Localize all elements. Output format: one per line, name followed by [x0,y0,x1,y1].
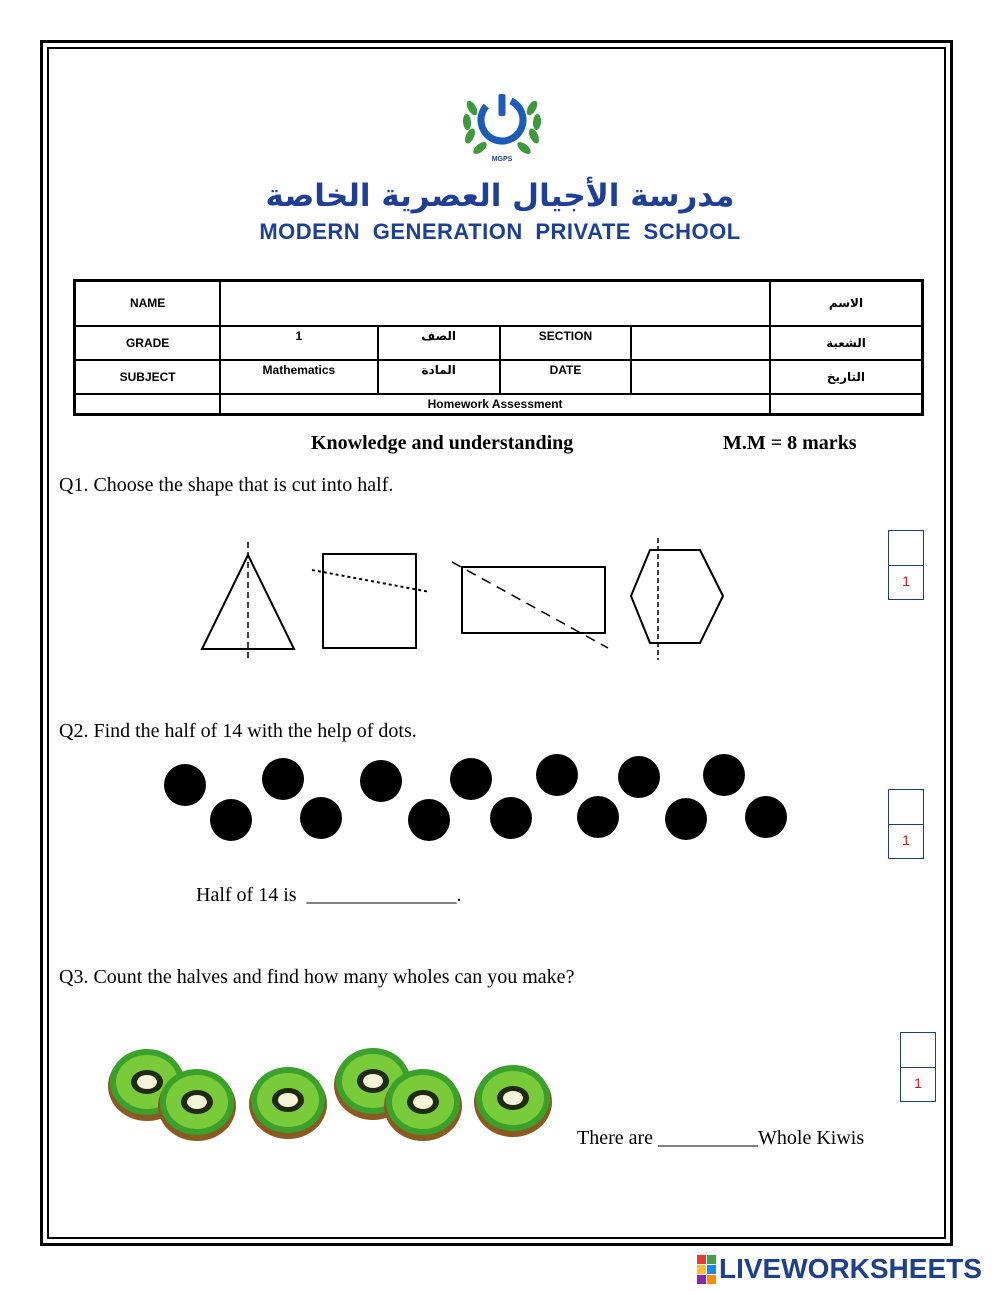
q2-mark: 1 [902,832,910,848]
kiwi-half-icon[interactable] [158,1069,236,1141]
subject-value: Mathematics [220,360,377,394]
student-info-table [73,279,924,416]
q1-mark-box [888,530,924,600]
section-field[interactable] [631,326,770,360]
section-label-ar: الشعبة [770,326,923,360]
dot [536,754,578,796]
dot [408,799,450,841]
date-label: DATE [500,360,631,394]
date-field[interactable] [631,360,770,394]
dot [665,798,707,840]
question-1: Q1. Choose the shape that is cut into half. [59,474,394,496]
q3-mark: 1 [914,1075,922,1091]
dot [618,756,660,798]
grade-label: GRADE [75,326,221,360]
dot [262,758,304,800]
section-title: Knowledge and understanding [311,432,574,454]
q2-mark-box [888,789,924,859]
dot [577,796,619,838]
assessment-type: Homework Assessment [220,394,770,415]
rectangle-shape[interactable] [452,562,608,648]
grade-value: 1 [220,326,377,360]
subject-label-ar: المادة [378,360,500,394]
question-2: Q2. Find the half of 14 with the help of dots. [59,720,417,742]
kiwi-halves [105,1040,565,1150]
kiwi-half-icon[interactable] [384,1069,462,1141]
question-3: Q3. Count the halves and find how many wholes can you make? [59,966,575,988]
dot [210,799,252,841]
q1-shapes [190,530,750,670]
school-logo [458,84,546,166]
school-name-arabic: مدرسة الأجيال العصرية الخاصة [265,178,735,214]
dot [300,797,342,839]
kiwi-half-icon[interactable] [474,1065,552,1137]
square-shape[interactable] [312,554,430,648]
name-label-ar: الاسم [770,281,923,326]
blank-cell-left [75,394,221,415]
name-label: NAME [75,281,221,326]
q3-mark-box [900,1032,936,1102]
kiwi-half-icon[interactable] [249,1067,327,1139]
q2-answer-line[interactable]: Half of 14 is _______________. [196,884,462,906]
dot [490,797,532,839]
dot [450,758,492,800]
liveworksheets-brand[interactable] [697,1253,982,1285]
section-label: SECTION [500,326,631,360]
date-label-ar: التاريخ [770,360,923,394]
q1-mark: 1 [902,573,910,589]
grade-label-ar: الصف [378,326,500,360]
name-field[interactable] [220,281,770,326]
dot [745,796,787,838]
blank-cell-right [770,394,923,415]
brand-text: LIVEWORKSHEETS [719,1253,982,1284]
hexagon-shape[interactable] [631,538,723,660]
subject-label: SUBJECT [75,360,221,394]
brand-logo-icon [697,1255,716,1284]
dot [703,754,745,796]
max-marks: M.M = 8 marks [723,432,857,454]
logo-text: MGPS [491,156,513,163]
school-name-english: MODERN GENERATION PRIVATE SCHOOL [259,219,741,244]
dot [360,760,402,802]
dot [164,764,206,806]
triangle-shape[interactable] [202,542,294,662]
q3-answer-line[interactable]: There are __________Whole Kiwis [577,1127,865,1149]
